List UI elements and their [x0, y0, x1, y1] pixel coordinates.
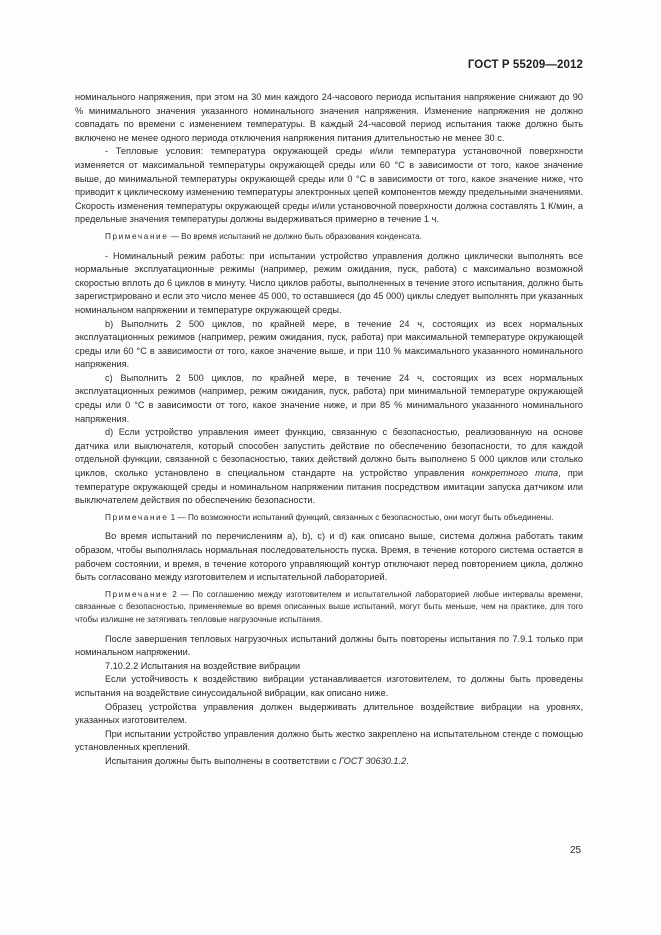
note: [75, 512, 583, 525]
standard-reference: ГОСТ 30630.1.2: [338, 755, 407, 766]
paragraph: b) Выполнить 2 500 циклов, по крайней мере, в течение 24 ч, состоящих из всех нормальных эксплуатационных режимов (например, режим ожидания, пуск, работа) при максимальной температуре окружающей среды или 60 °C в зависимости от того, какое значение выше, и при 110 % максимального указанного номинального напряжения.: [75, 318, 583, 370]
paragraph: - Номинальный режим работы: при испытании устройство управления должно циклически выполнять все нормальные эксплуатационные режимы (например, режим ожидания, пуск, работа) с максимально возможной скоростью вплоть до 6 циклов в минуту. Число циклов работы, выполненных в течение этого испытания, должно быть зарегистрировано и если это число менее 45 000, то оставшиеся (до 45 000) циклы следует выполнять при указанных номинальном напряжении и температуре окружающей среды.: [75, 250, 583, 315]
section-heading: 7.10.2.2 Испытания на воздействие вибрации: [105, 660, 301, 671]
paragraph: Если устойчивость к воздействию вибрации устанавливается изготовителем, то должны быть проведены испытания на воздействие синусоидальной вибрации, как описано ниже.: [75, 674, 583, 698]
body-text: [75, 91, 583, 769]
note-label: Примечание: [105, 512, 169, 522]
paragraph: [75, 755, 583, 769]
text-run: d) Если устройство управления имеет функцию, связанную с безопасностью, реализованную на основе датчика или выключателя, который способен запустить действие по обеспечению безопасности, то для каждой отдельной функции, связанной с безопасностью, таких действий должно быть выполнено 5 000 циклов или столько циклов, сколько установлено в специальном стандарте на устройство управления: [75, 427, 583, 479]
italic-term: конкретного типа: [471, 468, 559, 479]
text-run: , при температуре окружающей среды и номинальном напряжении питания посредством имитации запуска датчиком или выключателем действия по обеспечению безопасности.: [75, 468, 583, 506]
note: [75, 231, 583, 244]
page-number: 25: [570, 845, 582, 856]
paragraph: [75, 426, 583, 508]
document-code-header: ГОСТ Р 55209—2012: [467, 59, 583, 71]
text-run: .: [406, 755, 409, 766]
paragraph: Во время испытаний по перечислениям a), b), c) и d) как описано выше, система должна работать таким образом, чтобы выполнялась нормальная последовательность пуска. Время, в течение которого система остается в рабочем состоянии, и время, в течение которого управляющий контур отключают перед повторением цикла, должно быть согласовано между изготовителем и испытательной лабораторией.: [75, 531, 583, 583]
paragraph: номинального напряжения, при этом на 30 мин каждого 24-часового периода испытания напряжение снижают до 90 % минимального значения указанного номинального значения напряжения. Изменение напряжения не должно совпадать по времени с изменением температуры. В каждый 24-часовой период испытания также должно быть включено не менее одного периода отключения напряжения питания длительностью не менее 30 с.: [75, 92, 583, 143]
note-text: 2 — По соглашению между изготовителем и испытательной лабораторией любые интервалы времени, связанные с безопасностью, применяемые во время описанных выше испытаний, могут быть меньше, чем на практике, для того чтобы излишне не затягивать тепловые нагрузочные испытания.: [75, 589, 583, 624]
note: [75, 589, 583, 627]
paragraph: c) Выполнить 2 500 циклов, по крайней мере, в течение 24 ч, состоящих из всех нормальных эксплуатационных режимов (например, режим ожидания, пуск, работа) при минимальной температуре окружающей среды или 0 °C в зависимости от того, какое значение ниже, и при 85 % минимального указанного номинального напряжения.: [75, 372, 583, 424]
note-label: Примечание: [105, 231, 169, 241]
paragraph: - Тепловые условия: температура окружающей среды и/или температура установочной поверхности изменяется от максимальной температуры окружающей среды или 60 °C в зависимости от того, какое значение выше, до минимальной температуры окружающей среды или 0 °C в зависимости от того, какое значение ниже, что приводит к циклическому изменению температуры электронных цепей компонентов между предельными значениями. Скорость изменения температуры окружающей среды и/или установочной поверхности должна составлять 1 К/мин, а предельные значения температуры должны выдерживаться примерно в течение 1 ч.: [75, 146, 583, 225]
note-text: — Во время испытаний не должно быть образования конденсата.: [168, 231, 422, 241]
paragraph: После завершения тепловых нагрузочных испытаний должны быть повторены испытания по 7.9.1 только при номинальном напряжении.: [75, 633, 583, 658]
paragraph: При испытании устройство управления должно быть жестко закреплено на испытательном стенде с помощью установленных креплений.: [75, 728, 583, 753]
note-label: Примечание: [105, 589, 169, 599]
note-text: 1 — По возможности испытаний функций, связанных с безопасностью, они могут быть объединены.: [168, 512, 554, 522]
text-run: Испытания должны быть выполнены в соответствии с: [105, 755, 339, 766]
paragraph: Образец устройства управления должен выдерживать длительное воздействие вибрации на уровнях, указанных изготовителем.: [75, 701, 583, 726]
